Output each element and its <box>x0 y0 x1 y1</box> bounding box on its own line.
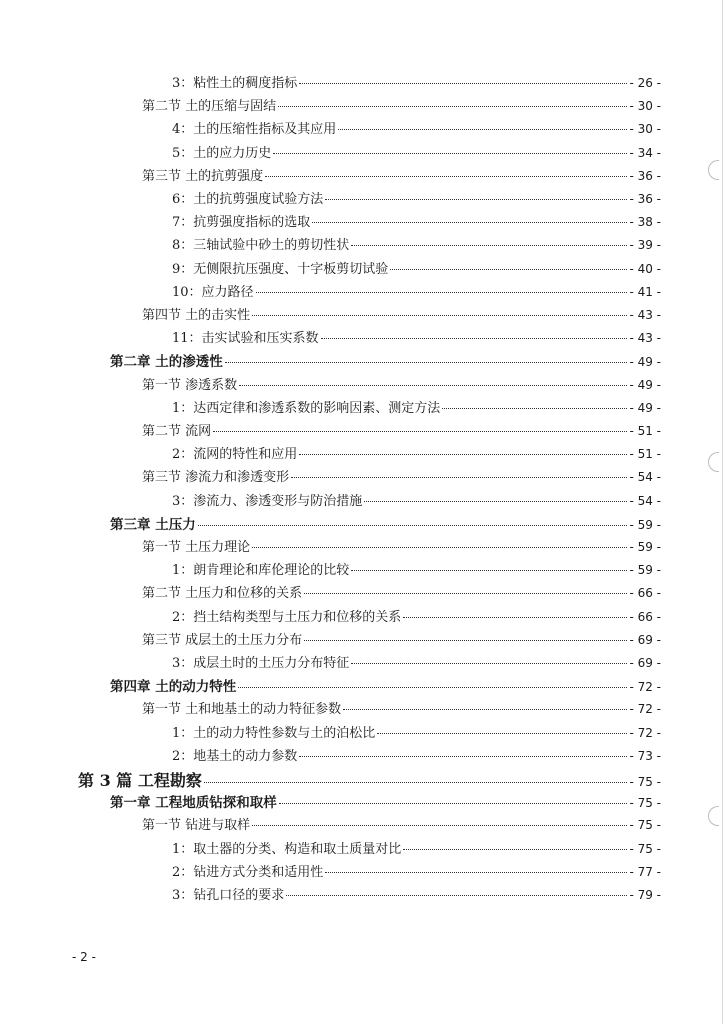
toc-entry-title: 第二节 土压力和位移的关系 <box>142 586 303 602</box>
binding-hole-mark <box>708 160 719 180</box>
toc-entry-item <box>172 258 661 278</box>
toc-entry-section <box>142 466 661 486</box>
toc-entry-section <box>142 814 661 834</box>
toc-entry-page: - 51 - <box>629 424 661 438</box>
dot-leader <box>351 245 627 246</box>
toc-entry-title: 第三节 成层土的土压力分布 <box>142 632 303 648</box>
toc-entry-title: 第一章 工程地质钻探和取样 <box>110 795 277 812</box>
toc-entry-page: - 49 - <box>629 355 661 370</box>
dot-leader <box>279 803 628 804</box>
toc-entry-page: - 73 - <box>629 748 661 763</box>
toc-entry-section <box>142 582 661 602</box>
toc-entry-item <box>172 559 661 579</box>
toc-entry-page: - 69 - <box>629 632 661 647</box>
toc-entry-section <box>142 374 661 394</box>
toc-entry-title: 5：土的应力历史 <box>172 145 272 161</box>
toc-entry-title: 1：取土器的分类、构造和取土质量对比 <box>172 841 402 857</box>
toc-entry-title: 3：成层土时的土压力分布特征 <box>172 656 350 671</box>
toc-entry-item <box>172 606 661 626</box>
toc-entry-page: - 41 - <box>629 284 661 299</box>
dot-leader <box>403 617 627 618</box>
toc-entry-page: - 69 - <box>629 656 661 670</box>
dot-leader <box>299 454 627 455</box>
toc-entry-chapter <box>110 675 661 695</box>
toc-entry-section <box>142 536 661 556</box>
toc-entry-page: - 26 - <box>629 76 661 90</box>
toc-entry-page: - 51 - <box>629 447 661 462</box>
toc-entry-title: 1：达西定律和渗透系数的影响因素、测定方法 <box>172 400 441 416</box>
dot-leader <box>256 292 628 293</box>
toc-entry-item <box>172 861 661 881</box>
toc-entry-title: 3：渗流力、渗透变形与防治措施 <box>172 493 363 509</box>
toc-entry-title: 4：土的压缩性指标及其应用 <box>172 122 337 138</box>
dot-leader <box>286 895 627 896</box>
toc-entry-section <box>142 304 661 324</box>
toc-entry-page: - 66 - <box>629 586 661 601</box>
toc-entry-title: 3：粘性土的稠度指标 <box>172 76 298 91</box>
toc-entry-item <box>172 72 661 92</box>
toc-entry-page: - 36 - <box>629 168 661 183</box>
toc-entry-page: - 77 - <box>629 864 661 879</box>
dot-leader <box>238 687 627 688</box>
toc-entry-title: 第二节 流网 <box>142 424 212 439</box>
dot-leader <box>252 315 627 316</box>
scan-edge-line <box>722 0 723 1024</box>
toc-entry-page: - 43 - <box>629 331 661 346</box>
dot-leader <box>442 408 627 409</box>
toc-entry-item <box>172 397 661 417</box>
toc-entry-title: 2：流网的特性和应用 <box>172 447 298 463</box>
dot-leader <box>343 709 627 710</box>
toc-entry-page: - 43 - <box>629 308 661 322</box>
dot-leader <box>338 129 627 130</box>
toc-entry-part <box>78 768 661 788</box>
toc-entry-title: 第 3 篇 工程勘察 <box>78 771 202 790</box>
toc-entry-title: 第四节 土的击实性 <box>142 308 251 323</box>
toc-entry-page: - 59 - <box>629 563 661 578</box>
toc-entry-page: - 75 - <box>629 775 661 789</box>
toc-entry-title: 第一节 土压力理论 <box>142 540 251 555</box>
toc-entry-item <box>172 327 661 347</box>
dot-leader <box>252 547 627 548</box>
toc-entry-item <box>172 443 661 463</box>
toc-entry-page: - 49 - <box>629 400 661 415</box>
dot-leader <box>377 733 627 734</box>
dot-leader <box>291 477 627 478</box>
dot-leader <box>325 872 627 873</box>
toc-entry-title: 第一节 钻进与取样 <box>142 818 251 834</box>
toc-entry-item <box>172 745 661 765</box>
toc-entry-page: - 39 - <box>629 238 661 253</box>
toc-entry-title: 第四章 土的动力特性 <box>110 679 237 696</box>
dot-leader <box>390 269 627 270</box>
toc-entry-page: - 36 - <box>629 192 661 206</box>
dot-leader <box>304 640 627 641</box>
toc-entry-item <box>172 838 661 858</box>
dot-leader <box>239 385 627 386</box>
toc-entry-page: - 75 - <box>629 818 661 833</box>
toc-entry-page: - 72 - <box>629 680 661 695</box>
toc-entry-page: - 75 - <box>629 796 661 811</box>
binding-hole-mark <box>708 806 719 826</box>
dot-leader <box>321 338 628 339</box>
toc-entry-title: 第三章 土压力 <box>110 516 196 533</box>
dot-leader <box>299 83 627 84</box>
dot-leader <box>351 570 627 571</box>
toc-entry-page: - 66 - <box>629 609 661 624</box>
dot-leader <box>351 663 627 664</box>
toc-entry-page: - 59 - <box>629 540 661 554</box>
toc-entry-page: - 75 - <box>629 841 661 856</box>
dot-leader <box>273 153 627 154</box>
toc-entry-title: 1：朗肯理论和库伦理论的比较 <box>172 563 350 579</box>
dot-leader <box>225 362 628 363</box>
dot-leader <box>325 199 627 200</box>
dot-leader <box>299 756 627 757</box>
toc-entry-page: - 72 - <box>629 702 661 717</box>
toc-entry-title: 第二章 土的渗透性 <box>110 354 223 371</box>
dot-leader <box>403 849 627 850</box>
toc-entry-page: - 34 - <box>629 145 661 160</box>
toc-entry-title: 6：土的抗剪强度试验方法 <box>172 192 324 207</box>
toc-entry-page: - 79 - <box>629 888 661 902</box>
dot-leader <box>213 431 627 432</box>
toc-entry-item <box>172 211 661 231</box>
toc-entry-title: 第一节 渗透系数 <box>142 377 238 393</box>
toc-entry-item <box>172 490 661 510</box>
toc-entry-item <box>172 234 661 254</box>
toc-entry-chapter <box>110 513 661 533</box>
dot-leader <box>312 222 627 223</box>
toc-entry-section <box>142 420 661 440</box>
toc-entry-page: - 54 - <box>629 493 661 508</box>
toc-entry-item <box>172 118 661 138</box>
page-number: - 2 - <box>72 950 96 964</box>
toc-entry-chapter <box>110 350 661 370</box>
toc-entry-page: - 59 - <box>629 517 661 532</box>
toc-entry-title: 第三节 渗流力和渗透变形 <box>142 470 290 486</box>
toc-entry-title: 第二节 土的压缩与固结 <box>142 99 277 115</box>
toc-entry-chapter <box>110 791 661 811</box>
dot-leader <box>265 176 627 177</box>
toc-entry-title: 1：土的动力特性参数与土的泊松比 <box>172 725 376 741</box>
toc-entry-item <box>172 722 661 742</box>
toc-entry-title: 10：应力路径 <box>172 284 254 300</box>
dot-leader <box>278 106 627 107</box>
toc-entry-section <box>142 95 661 115</box>
toc-entry-item <box>172 652 661 672</box>
toc-entry-title: 11：击实试验和压实系数 <box>172 331 319 347</box>
toc-entry-page: - 40 - <box>629 261 661 276</box>
toc-entry-title: 7：抗剪强度指标的选取 <box>172 215 311 231</box>
dot-leader <box>304 593 627 594</box>
toc-entry-item <box>172 188 661 208</box>
toc-entry-page: - 49 - <box>629 377 661 392</box>
toc-entry-title: 2：钻进方式分类和适用性 <box>172 864 324 880</box>
toc-entry-page: - 30 - <box>629 99 661 114</box>
toc-entry-section <box>142 165 661 185</box>
dot-leader <box>198 525 628 526</box>
toc-entry-section <box>142 698 661 718</box>
dot-leader <box>364 501 627 502</box>
toc-entry-item <box>172 281 661 301</box>
toc-entry-page: - 72 - <box>629 725 661 740</box>
binding-hole-mark <box>708 452 719 472</box>
toc-entry-item <box>172 884 661 904</box>
toc-entry-section <box>142 629 661 649</box>
toc-entry-title: 2：地基土的动力参数 <box>172 748 298 764</box>
dot-leader <box>204 782 628 783</box>
toc-entry-title: 9：无侧限抗压强度、十字板剪切试验 <box>172 261 389 277</box>
toc-entry-title: 2：挡土结构类型与土压力和位移的关系 <box>172 609 402 625</box>
toc-entry-page: - 54 - <box>629 470 661 485</box>
toc-entry-title: 8：三轴试验中砂土的剪切性状 <box>172 238 350 254</box>
toc-entry-title: 3：钻孔口径的要求 <box>172 888 285 903</box>
toc-entry-page: - 38 - <box>629 215 661 230</box>
dot-leader <box>252 825 627 826</box>
toc-entry-title: 第三节 土的抗剪强度 <box>142 168 264 184</box>
toc-entry-item <box>172 142 661 162</box>
toc-entry-page: - 30 - <box>629 122 661 137</box>
toc-entry-title: 第一节 土和地基土的动力特征参数 <box>142 702 342 718</box>
